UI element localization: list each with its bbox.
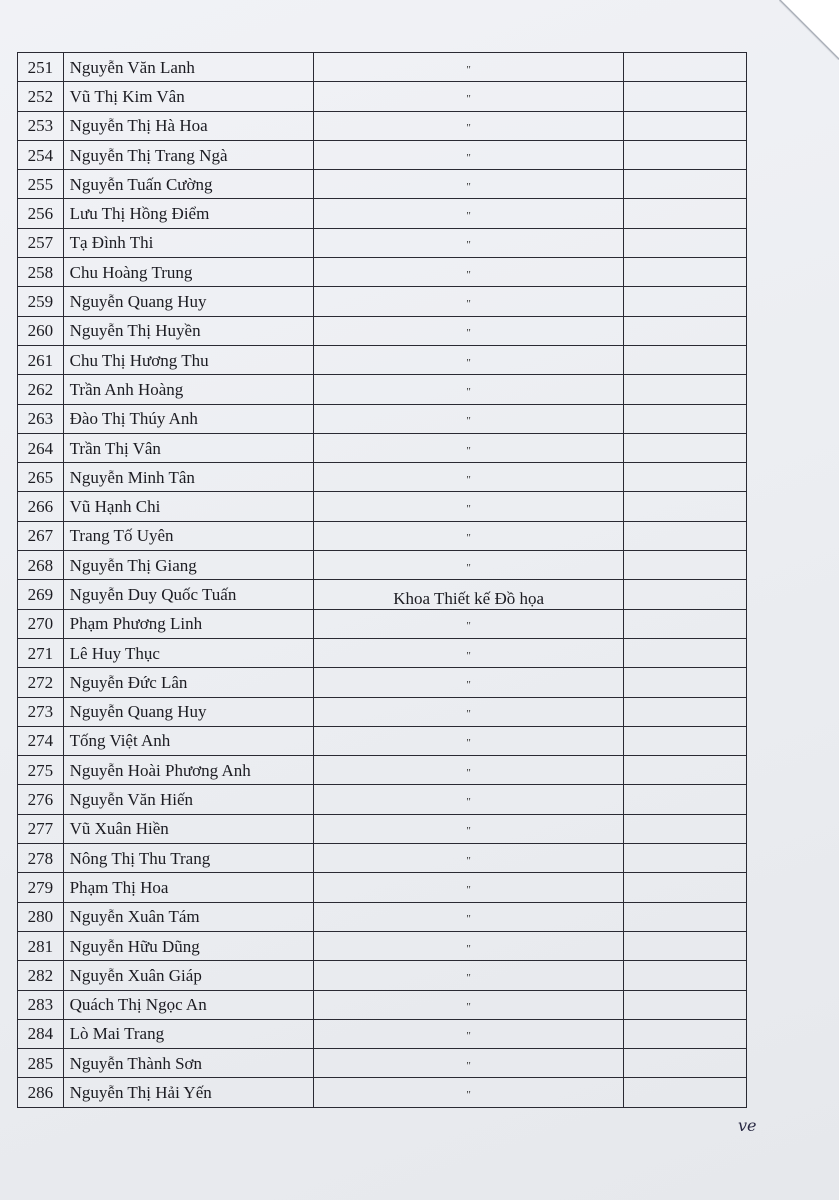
table-row bbox=[18, 990, 747, 1019]
ditto-mark: " bbox=[466, 825, 471, 838]
table-row bbox=[18, 961, 747, 990]
ditto-mark: " bbox=[466, 1001, 471, 1014]
table-row bbox=[18, 1049, 747, 1078]
ditto-mark: " bbox=[466, 239, 471, 252]
person-name: Lê Huy Thục bbox=[63, 638, 313, 667]
person-name: Nguyễn Xuân Giáp bbox=[63, 961, 313, 990]
unit-cell bbox=[314, 53, 624, 82]
note-cell bbox=[624, 638, 747, 667]
table-row bbox=[18, 609, 747, 638]
ditto-mark: " bbox=[466, 854, 471, 867]
row-number: 260 bbox=[18, 316, 64, 345]
row-number: 252 bbox=[18, 82, 64, 111]
unit-cell bbox=[314, 316, 624, 345]
ditto-mark: " bbox=[466, 268, 471, 281]
page-corner-fold bbox=[779, 0, 839, 60]
row-number: 261 bbox=[18, 345, 64, 374]
table-row bbox=[18, 111, 747, 140]
ditto-mark: " bbox=[466, 708, 471, 721]
row-number: 265 bbox=[18, 463, 64, 492]
note-cell bbox=[624, 404, 747, 433]
row-number: 276 bbox=[18, 785, 64, 814]
unit-cell bbox=[314, 433, 624, 462]
unit-cell bbox=[314, 961, 624, 990]
note-cell bbox=[624, 521, 747, 550]
ditto-mark: " bbox=[466, 473, 471, 486]
unit-cell bbox=[314, 375, 624, 404]
unit-cell bbox=[314, 697, 624, 726]
table-row bbox=[18, 931, 747, 960]
person-name: Lưu Thị Hồng Điểm bbox=[63, 199, 313, 228]
person-name: Nguyễn Thành Sơn bbox=[63, 1049, 313, 1078]
row-number: 258 bbox=[18, 258, 64, 287]
row-number: 278 bbox=[18, 844, 64, 873]
ditto-mark: " bbox=[466, 678, 471, 691]
person-name: Nông Thị Thu Trang bbox=[63, 844, 313, 873]
person-name: Trang Tố Uyên bbox=[63, 521, 313, 550]
person-name: Nguyễn Duy Quốc Tuấn bbox=[63, 580, 313, 609]
note-cell bbox=[624, 697, 747, 726]
note-cell bbox=[624, 580, 747, 609]
table-row bbox=[18, 1078, 747, 1107]
unit-cell bbox=[314, 140, 624, 169]
ditto-mark: " bbox=[466, 1059, 471, 1072]
ditto-mark: " bbox=[466, 1030, 471, 1043]
ditto-mark: " bbox=[466, 796, 471, 809]
person-name: Vũ Hạnh Chi bbox=[63, 492, 313, 521]
table-row bbox=[18, 638, 747, 667]
row-number: 264 bbox=[18, 433, 64, 462]
person-name: Tống Việt Anh bbox=[63, 726, 313, 755]
table-row bbox=[18, 726, 747, 755]
table-row bbox=[18, 199, 747, 228]
row-number: 274 bbox=[18, 726, 64, 755]
note-cell bbox=[624, 82, 747, 111]
person-name: Nguyễn Thị Hải Yến bbox=[63, 1078, 313, 1107]
handwritten-initial: ve bbox=[738, 1116, 757, 1135]
row-number: 272 bbox=[18, 668, 64, 697]
table-row bbox=[18, 316, 747, 345]
row-number: 270 bbox=[18, 609, 64, 638]
note-cell bbox=[624, 258, 747, 287]
table-row bbox=[18, 433, 747, 462]
unit-cell bbox=[314, 814, 624, 843]
table-row bbox=[18, 521, 747, 550]
note-cell bbox=[624, 199, 747, 228]
ditto-mark: " bbox=[466, 649, 471, 662]
person-name: Nguyễn Thị Trang Ngà bbox=[63, 140, 313, 169]
person-name: Nguyễn Hoài Phương Anh bbox=[63, 756, 313, 785]
person-name: Nguyễn Xuân Tám bbox=[63, 902, 313, 931]
table-row bbox=[18, 844, 747, 873]
ditto-mark: " bbox=[466, 913, 471, 926]
person-name: Chu Thị Hương Thu bbox=[63, 345, 313, 374]
ditto-mark: " bbox=[466, 503, 471, 516]
note-cell bbox=[624, 53, 747, 82]
ditto-mark: " bbox=[466, 356, 471, 369]
table-row bbox=[18, 82, 747, 111]
note-cell bbox=[624, 873, 747, 902]
row-number: 275 bbox=[18, 756, 64, 785]
person-name: Nguyễn Quang Huy bbox=[63, 287, 313, 316]
row-number: 283 bbox=[18, 990, 64, 1019]
unit-cell bbox=[314, 1078, 624, 1107]
row-number: 257 bbox=[18, 228, 64, 257]
unit-cell bbox=[314, 931, 624, 960]
note-cell bbox=[624, 609, 747, 638]
table-row bbox=[18, 814, 747, 843]
ditto-mark: " bbox=[466, 532, 471, 545]
row-number: 263 bbox=[18, 404, 64, 433]
person-name: Nguyễn Tuấn Cường bbox=[63, 170, 313, 199]
unit-cell bbox=[314, 873, 624, 902]
table-row bbox=[18, 170, 747, 199]
ditto-mark: " bbox=[466, 1089, 471, 1102]
note-cell bbox=[624, 433, 747, 462]
unit-cell bbox=[314, 199, 624, 228]
table-row bbox=[18, 404, 747, 433]
unit-cell bbox=[314, 726, 624, 755]
note-cell bbox=[624, 1019, 747, 1048]
person-name: Đào Thị Thúy Anh bbox=[63, 404, 313, 433]
unit-cell bbox=[314, 258, 624, 287]
ditto-mark: " bbox=[466, 180, 471, 193]
note-cell bbox=[624, 1049, 747, 1078]
unit-cell bbox=[314, 638, 624, 667]
unit-cell bbox=[314, 1019, 624, 1048]
note-cell bbox=[624, 140, 747, 169]
ditto-mark: " bbox=[466, 385, 471, 398]
person-name: Phạm Thị Hoa bbox=[63, 873, 313, 902]
row-number: 286 bbox=[18, 1078, 64, 1107]
unit-cell bbox=[314, 521, 624, 550]
note-cell bbox=[624, 726, 747, 755]
unit-cell bbox=[314, 287, 624, 316]
ditto-mark: " bbox=[466, 444, 471, 457]
person-name: Vũ Thị Kim Vân bbox=[63, 82, 313, 111]
unit-cell bbox=[314, 668, 624, 697]
table-row bbox=[18, 873, 747, 902]
row-number: 285 bbox=[18, 1049, 64, 1078]
table-row bbox=[18, 756, 747, 785]
person-name: Phạm Phương Linh bbox=[63, 609, 313, 638]
unit-cell bbox=[314, 170, 624, 199]
row-number: 268 bbox=[18, 551, 64, 580]
person-name: Nguyễn Thị Giang bbox=[63, 551, 313, 580]
person-name: Nguyễn Hữu Dũng bbox=[63, 931, 313, 960]
row-number: 271 bbox=[18, 638, 64, 667]
unit-name: Khoa Thiết kế Đồ họa bbox=[393, 588, 545, 608]
table-row bbox=[18, 258, 747, 287]
row-number: 284 bbox=[18, 1019, 64, 1048]
note-cell bbox=[624, 844, 747, 873]
note-cell bbox=[624, 756, 747, 785]
unit-cell bbox=[314, 463, 624, 492]
ditto-mark: " bbox=[466, 971, 471, 984]
person-name: Nguyễn Quang Huy bbox=[63, 697, 313, 726]
note-cell bbox=[624, 990, 747, 1019]
row-number: 254 bbox=[18, 140, 64, 169]
person-name: Trần Thị Vân bbox=[63, 433, 313, 462]
unit-cell bbox=[314, 844, 624, 873]
note-cell bbox=[624, 492, 747, 521]
note-cell bbox=[624, 375, 747, 404]
person-name: Chu Hoàng Trung bbox=[63, 258, 313, 287]
person-name: Nguyễn Văn Lanh bbox=[63, 53, 313, 82]
person-name: Nguyễn Thị Hà Hoa bbox=[63, 111, 313, 140]
table-row bbox=[18, 551, 747, 580]
person-name: Tạ Đình Thi bbox=[63, 228, 313, 257]
person-name: Lò Mai Trang bbox=[63, 1019, 313, 1048]
unit-cell bbox=[314, 756, 624, 785]
table-row bbox=[18, 492, 747, 521]
table-row bbox=[18, 785, 747, 814]
ditto-mark: " bbox=[466, 737, 471, 750]
ditto-mark: " bbox=[466, 415, 471, 428]
unit-cell bbox=[314, 785, 624, 814]
row-number: 262 bbox=[18, 375, 64, 404]
note-cell bbox=[624, 228, 747, 257]
person-name: Nguyễn Minh Tân bbox=[63, 463, 313, 492]
row-number: 266 bbox=[18, 492, 64, 521]
unit-cell bbox=[314, 82, 624, 111]
ditto-mark: " bbox=[466, 63, 471, 76]
unit-cell bbox=[314, 345, 624, 374]
unit-cell bbox=[314, 1049, 624, 1078]
person-name: Vũ Xuân Hiền bbox=[63, 814, 313, 843]
ditto-mark: " bbox=[466, 210, 471, 223]
note-cell bbox=[624, 463, 747, 492]
row-number: 273 bbox=[18, 697, 64, 726]
row-number: 279 bbox=[18, 873, 64, 902]
table-row bbox=[18, 53, 747, 82]
unit-cell bbox=[314, 111, 624, 140]
row-number: 255 bbox=[18, 170, 64, 199]
person-name: Quách Thị Ngọc An bbox=[63, 990, 313, 1019]
ditto-mark: " bbox=[466, 942, 471, 955]
unit-cell bbox=[314, 609, 624, 638]
note-cell bbox=[624, 1078, 747, 1107]
note-cell bbox=[624, 961, 747, 990]
table-row bbox=[18, 697, 747, 726]
ditto-mark: " bbox=[466, 151, 471, 164]
row-number: 282 bbox=[18, 961, 64, 990]
unit-cell bbox=[314, 404, 624, 433]
note-cell bbox=[624, 931, 747, 960]
table-row bbox=[18, 140, 747, 169]
row-number: 269 bbox=[18, 580, 64, 609]
unit-cell bbox=[314, 228, 624, 257]
row-number: 251 bbox=[18, 53, 64, 82]
row-number: 259 bbox=[18, 287, 64, 316]
row-number: 256 bbox=[18, 199, 64, 228]
ditto-mark: " bbox=[466, 883, 471, 896]
unit-cell bbox=[314, 990, 624, 1019]
note-cell bbox=[624, 814, 747, 843]
row-number: 280 bbox=[18, 902, 64, 931]
unit-cell bbox=[314, 902, 624, 931]
table-row bbox=[18, 375, 747, 404]
unit-cell bbox=[314, 580, 624, 609]
ditto-mark: " bbox=[466, 327, 471, 340]
note-cell bbox=[624, 551, 747, 580]
person-name: Trần Anh Hoàng bbox=[63, 375, 313, 404]
note-cell bbox=[624, 287, 747, 316]
person-name: Nguyễn Thị Huyền bbox=[63, 316, 313, 345]
ditto-mark: " bbox=[466, 766, 471, 779]
table-row bbox=[18, 287, 747, 316]
ditto-mark: " bbox=[466, 620, 471, 633]
ditto-mark: " bbox=[466, 561, 471, 574]
row-number: 267 bbox=[18, 521, 64, 550]
person-name: Nguyễn Văn Hiến bbox=[63, 785, 313, 814]
note-cell bbox=[624, 111, 747, 140]
table-row bbox=[18, 1019, 747, 1048]
roster-table-body bbox=[18, 53, 747, 1108]
unit-cell bbox=[314, 492, 624, 521]
note-cell bbox=[624, 902, 747, 931]
table-row bbox=[18, 668, 747, 697]
ditto-mark: " bbox=[466, 298, 471, 311]
table-row bbox=[18, 463, 747, 492]
table-row bbox=[18, 228, 747, 257]
note-cell bbox=[624, 316, 747, 345]
row-number: 253 bbox=[18, 111, 64, 140]
ditto-mark: " bbox=[466, 122, 471, 135]
unit-cell bbox=[314, 551, 624, 580]
note-cell bbox=[624, 785, 747, 814]
person-name: Nguyễn Đức Lân bbox=[63, 668, 313, 697]
note-cell bbox=[624, 668, 747, 697]
ditto-mark: " bbox=[466, 92, 471, 105]
row-number: 281 bbox=[18, 931, 64, 960]
table-row bbox=[18, 345, 747, 374]
row-number: 277 bbox=[18, 814, 64, 843]
roster-table bbox=[17, 52, 747, 1108]
note-cell bbox=[624, 170, 747, 199]
note-cell bbox=[624, 345, 747, 374]
table-row bbox=[18, 580, 747, 609]
table-row bbox=[18, 902, 747, 931]
